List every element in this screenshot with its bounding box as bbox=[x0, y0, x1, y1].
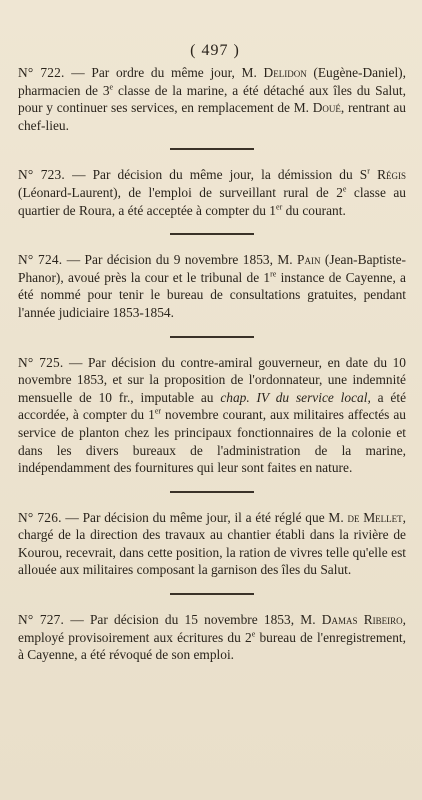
entry-text: (Léonard-Laurent), de l'emploi de surveillant rural de 2 bbox=[18, 184, 343, 200]
separator-rule bbox=[170, 593, 254, 595]
entry-text: — Par décision du même jour, la démission du S bbox=[64, 167, 368, 183]
superscript: e bbox=[251, 629, 256, 639]
entry-number: N° 726. bbox=[18, 509, 62, 525]
person-name: Pain bbox=[297, 252, 321, 268]
entry-text: — Par décision du 9 novembre 1853, M. bbox=[62, 252, 298, 268]
entry-text: (Eugène-Daniel), pharmacien de 3 bbox=[18, 65, 406, 98]
person-name: Doué bbox=[312, 100, 341, 116]
superscript: e bbox=[342, 184, 347, 194]
entry-number: N° 727. bbox=[18, 612, 65, 628]
superscript: e bbox=[109, 82, 114, 92]
entry-number: N° 723. bbox=[18, 167, 65, 183]
entry-725 bbox=[18, 354, 406, 477]
italic-reference: chap. IV du service local, bbox=[220, 389, 371, 405]
entry-727 bbox=[18, 611, 406, 664]
superscript: re bbox=[270, 269, 277, 279]
superscript: er bbox=[154, 406, 162, 416]
entry-726 bbox=[18, 509, 406, 579]
superscript: er bbox=[276, 202, 283, 212]
separator-rule bbox=[170, 148, 254, 150]
entry-text: bureau de l'enregistrement, à Cayenne, a été révoqué de son emploi. bbox=[18, 629, 406, 663]
person-name: Régis bbox=[377, 167, 406, 183]
entry-text: instance de Cayenne, a été nommé pour tenir le bureau de consultations gratuites, pendant l'année judiciaire 1853-1854. bbox=[18, 269, 407, 320]
entry-text: — Par décision du contre-amiral gouverneur, en date du 10 novembre 1853, et sur la proposition de l'ordonnateur, une indemnité mensuelle de 10 fr., imputable au bbox=[18, 354, 406, 405]
entry-text: — Par décision du même jour, il a été réglé que M. bbox=[61, 509, 348, 525]
page-number: ( 497 ) bbox=[190, 42, 240, 59]
entry-text: , chargé de la direction des travaux au chantier établi dans la rivière de Kourou, recevrait, dans cette position, la ration de vivres telle qu'elle est allouée aux militaires composant la garnison des îles du Salut. bbox=[18, 509, 406, 578]
entry-text: classe de la marine, a été détaché aux îles du Salut, pour y continuer ses services, en remplacement de M. bbox=[18, 82, 406, 116]
entry-number: N° 724. bbox=[18, 252, 63, 268]
separator-rule bbox=[170, 491, 254, 493]
entry-723 bbox=[18, 166, 406, 219]
person-name: de Mellet bbox=[347, 509, 403, 525]
superscript: r bbox=[367, 166, 370, 176]
person-name: Delidon bbox=[263, 65, 307, 80]
entry-text: , rentrant au chef-lieu. bbox=[18, 100, 406, 133]
entry-text: a été accordée, à compter du 1 bbox=[18, 389, 407, 423]
entry-724 bbox=[18, 251, 406, 321]
entry-number: N° 725. bbox=[18, 354, 64, 370]
person-name: Damas Ribeiro bbox=[321, 612, 403, 628]
entry-number: N° 722. bbox=[18, 65, 65, 80]
entry-text: du courant. bbox=[282, 202, 346, 218]
separator-rule bbox=[170, 336, 254, 338]
separator-rule bbox=[170, 233, 254, 235]
entry-text: — Par ordre du même jour, M. bbox=[64, 65, 264, 80]
entry-text: classe au quartier de Roura, a été acceptée à compter du 1 bbox=[18, 184, 406, 218]
entry-text: , employé provisoirement aux écritures du 2 bbox=[18, 612, 406, 645]
entry-text: — Par décision du 15 novembre 1853, M. bbox=[64, 612, 322, 628]
entry-text: (Jean-Baptiste-Phanor), avoué près la cour et le tribunal de 1 bbox=[18, 252, 406, 285]
entry-722 bbox=[18, 64, 406, 134]
entry-text: novembre courant, aux militaires affectés au service de planton chez les principaux fonctionnaires de la colonie et dans les divers bureaux de l'administration de la marine, indépendamment des fournitures qui leur sont faites en nature. bbox=[18, 407, 406, 476]
